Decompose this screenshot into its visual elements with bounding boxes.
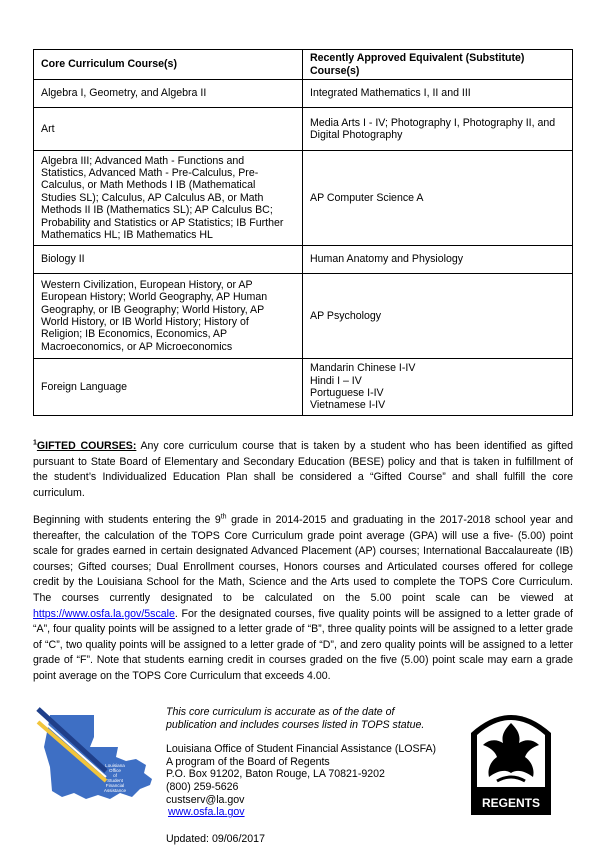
cell-line: Art [41, 122, 55, 135]
table-row [34, 108, 573, 151]
table-row [34, 359, 573, 416]
cell-line: Methods II IB (Mathematics SL); AP Calculus BC; [41, 204, 273, 217]
core-course-cell [34, 359, 303, 416]
logo-line: Financial [105, 783, 125, 788]
table-row [34, 151, 573, 246]
tops-text-b: grade in 2014-2015 and graduating in the 2017-2018 school year and thereafter, the calculation of the TOPS Core Curriculum grade point average (GPA) will use a five- (5.00) point scale for grades earned in certain designated Advanced Placement (AP) courses; International Baccalaureate (IB) courses; Gifted courses; Dual Enrollment courses, Honors courses and Articulated courses offered for college credit by the Louisiana School for the Math, Science and the Arts used to complete the TOPS Core Curriculum. The courses currently designated to be calculated on the 5.00 point scale can be viewed at [33, 514, 573, 604]
tops-text-a: Beginning with students entering the 9 [33, 514, 221, 526]
cell-line: Geography, or IB Geography; World History, AP [41, 303, 265, 316]
cell-line: Portuguese I-IV [310, 387, 384, 399]
mailing-address: P.O. Box 91202, Baton Rouge, LA 70821-9202 [166, 768, 385, 781]
cell-line: Mathematics HL; IB Mathematics HL [41, 229, 213, 242]
cell-line: Digital Photography [310, 129, 403, 141]
cell-line: Integrated Mathematics I, II and III [310, 87, 471, 100]
logo-line: Student [107, 778, 123, 783]
equivalent-course-cell [303, 108, 573, 151]
cell-line: Vietnamese I-IV [310, 399, 386, 412]
core-course-cell [34, 246, 303, 274]
losfa-louisiana-logo [36, 707, 156, 805]
table-row [34, 274, 573, 359]
table-header-row [34, 50, 573, 80]
core-course-cell [34, 151, 303, 246]
tops-text-c: . For the designated courses, five quality points will be assigned to a letter grade of “A”, four quality points will be assigned to a letter grade of “B”, three quality points will be assigned to a letter grade of “C”, two quality points will be assigned to a letter grade of “D”, and zero quality points will be assigned to a letter grade of “F”. Note that students earning credit in courses graded on the five (5.00) point scale may earn a grade point average on the TOPS Core Curriculum that exceeds 4.00. [33, 607, 573, 682]
core-course-cell [34, 274, 303, 359]
equivalent-course-cell [303, 359, 573, 416]
cell-line: Religion; IB Economics, Economics, AP [41, 328, 228, 341]
cell-line: World History, or IB World History; History of [41, 316, 249, 328]
cell-line: Biology II [41, 253, 85, 266]
cell-line: Algebra I, Geometry, and Algebra II [41, 87, 207, 100]
cell-line: Western Civilization, European History, or AP [41, 278, 253, 291]
equivalent-course-cell [303, 274, 573, 359]
five-scale-link[interactable]: https://www.osfa.la.gov/5scale [33, 607, 175, 620]
cell-line: AP Computer Science A [310, 191, 424, 204]
logo-line: Louisiana [105, 763, 125, 768]
disclaimer-line-1: This core curriculum is accurate as of the date of [166, 706, 395, 718]
table-row [34, 246, 573, 274]
table-row [34, 80, 573, 108]
gifted-courses-text: Any core curriculum course that is taken by a student who has been identified as gifted pursuant to State Board of Elementary and Secondary Education (BESE) policy and that is taken in fulfillment of the student’s Individualized Education Plan shall be considered a “Gifted Course” and shall fulfill the core curriculum. [33, 440, 573, 499]
org-name: Louisiana Office of Student Financial Assistance (LOSFA) [166, 743, 437, 756]
website-link[interactable]: www.osfa.la.gov [168, 806, 245, 819]
cell-line: Studies SL); Calculus, AP Calculus AB, or Math [41, 191, 264, 204]
logo-line: Assistance [103, 788, 127, 793]
cell-line: Calculus, or Math Methods I IB (Mathematical [41, 179, 256, 192]
updated-date: Updated: 09/06/2017 [166, 832, 265, 845]
logo-line: Office [109, 768, 121, 773]
header-core-courses: Core Curriculum Course(s) [34, 50, 303, 80]
cell-line: Hindi I – IV [310, 374, 362, 387]
equivalent-course-cell [303, 246, 573, 274]
tops-gpa-paragraph [33, 513, 573, 685]
cell-line: Human Anatomy and Physiology [310, 253, 464, 266]
core-course-cell [34, 80, 303, 108]
cell-line: Media Arts I - IV; Photography I, Photography II, and [310, 116, 556, 129]
cell-line: Macroeconomics, or AP Microeconomics [41, 340, 233, 353]
cell-line: European History; World Geography, AP Human [41, 291, 268, 304]
cell-line: Mandarin Chinese I-IV [310, 362, 416, 375]
gifted-courses-footnote [33, 439, 573, 501]
program-line: A program of the Board of Regents [166, 755, 330, 768]
footer-contact-block [166, 706, 456, 845]
core-course-cell [34, 108, 303, 151]
equivalent-course-cell [303, 151, 573, 246]
email-address: custserv@la.gov [166, 793, 245, 806]
phone-number: (800) 259-5626 [166, 780, 239, 793]
equivalent-courses-table [33, 49, 573, 416]
ordinal-suffix: th [220, 513, 227, 521]
cell-line: Probability and Statistics or AP Statistics; IB Further [41, 216, 284, 229]
cell-line: Statistics, Advanced Math - Pre-Calculus, Pre- [41, 166, 259, 179]
board-of-regents-seal [467, 703, 555, 819]
gifted-courses-label: GIFTED COURSES: [36, 440, 137, 452]
footnote-marker: 1 [33, 439, 37, 447]
seal-lettering: REGENTS [481, 796, 541, 810]
disclaimer-line-2: publication and includes courses listed in TOPS statue. [166, 718, 425, 731]
cell-line: AP Psychology [310, 309, 382, 322]
equivalent-course-cell [303, 80, 573, 108]
cell-line: Foreign Language [41, 380, 127, 393]
logo-line: of [113, 773, 117, 778]
header-equivalent-courses: Recently Approved Equivalent (Substitute) Course(s) [303, 50, 573, 80]
cell-line: Algebra III; Advanced Math - Functions and [41, 154, 245, 167]
